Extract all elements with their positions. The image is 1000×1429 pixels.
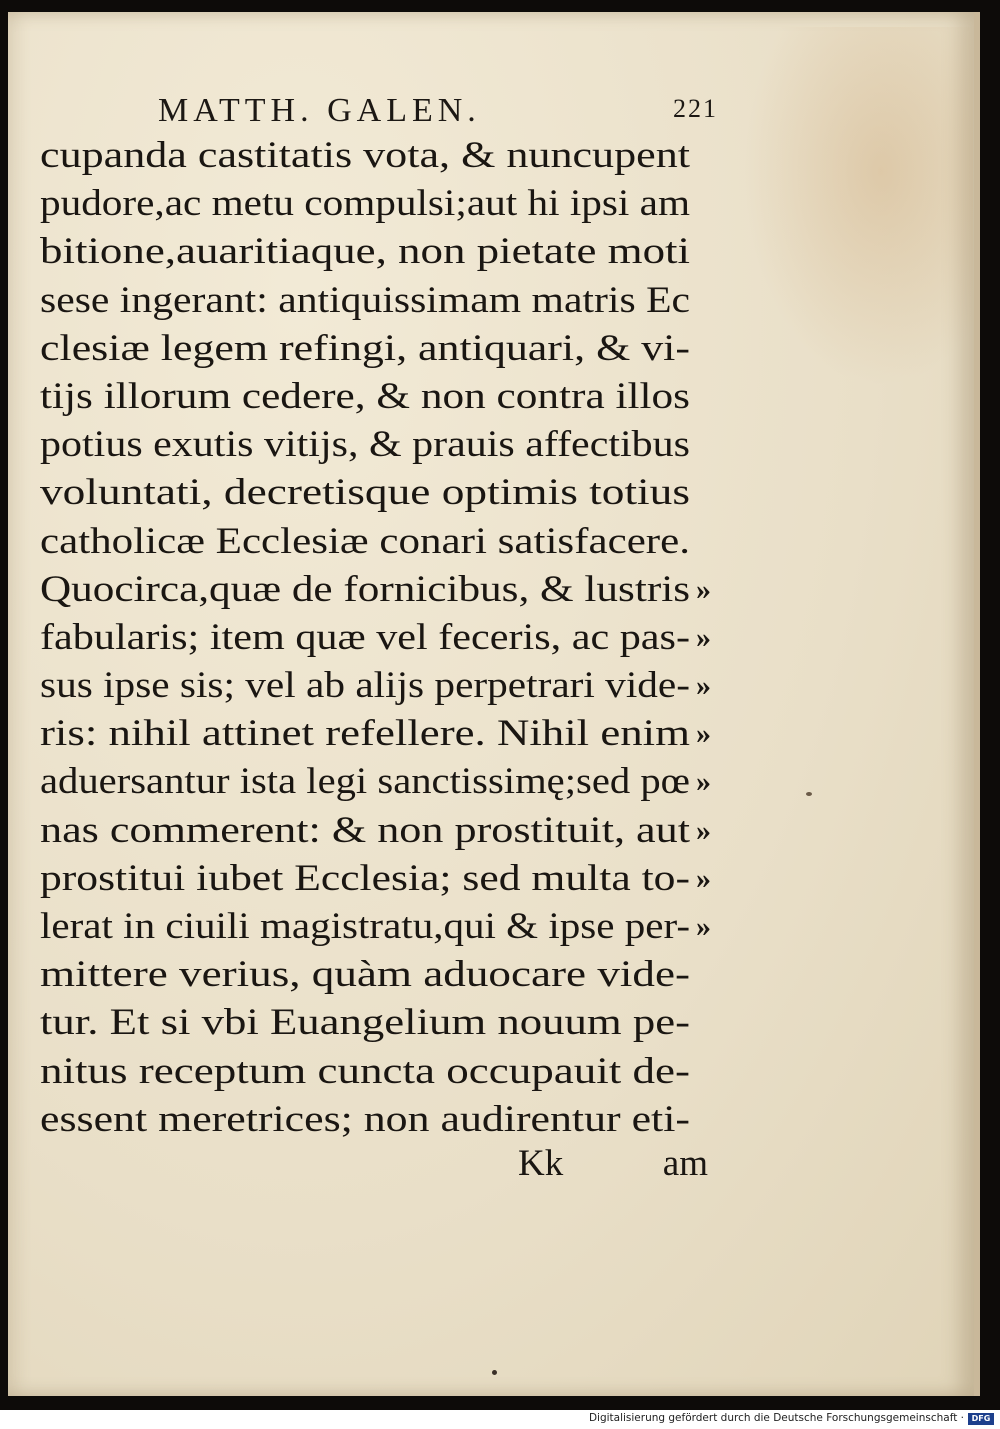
line-text: nas commerent: & non prostituit, aut <box>40 809 690 851</box>
line-text: Quocirca,quæ de fornicibus, & lustris <box>40 568 690 610</box>
running-title: MATTH. GALEN. <box>158 92 481 129</box>
text-line <box>40 180 740 228</box>
text-line <box>40 132 740 180</box>
text-line <box>40 373 740 421</box>
line-text: pudore,ac metu compulsi;aut hi ipsi am <box>40 183 691 225</box>
text-line <box>40 951 740 999</box>
line-text: voluntati, decretisque optimis totius <box>40 472 690 514</box>
catchword: am <box>662 1143 708 1184</box>
quotation-marker: » <box>696 813 710 847</box>
line-text: tijs illorum cedere, & non contra illos <box>40 375 690 417</box>
text-line <box>40 855 740 903</box>
line-text: mittere verius, quàm aduocare vide- <box>40 954 690 996</box>
text-line <box>40 325 740 373</box>
ink-speck <box>806 792 812 796</box>
line-text: fabularis; item quæ vel feceris, ac pas- <box>40 616 690 658</box>
line-text: sus ipse sis; vel ab alijs perpetrari vide- <box>40 665 690 707</box>
quotation-marker: » <box>696 765 710 799</box>
line-text: catholicæ Ecclesiæ conari satisfacere. <box>40 520 690 562</box>
signature-mark: Kk <box>518 1143 564 1184</box>
running-head <box>158 92 718 136</box>
text-line <box>40 999 740 1047</box>
text-line <box>40 469 740 517</box>
line-text: essent meretrices; non audirentur eti- <box>40 1098 690 1140</box>
line-text: cupanda castitatis vota, & nuncupent <box>40 135 690 176</box>
text-line <box>40 518 740 566</box>
text-line <box>40 421 740 469</box>
line-text: ris: nihil attinet refellere. Nihil enim <box>40 713 690 755</box>
line-text: aduersantur ista legi sanctissimę;sed pœ <box>40 761 690 803</box>
text-line <box>40 277 740 325</box>
paper-stain <box>743 27 973 387</box>
text-line <box>40 566 740 614</box>
text-line <box>40 758 740 806</box>
line-text: sese ingerant: antiquissimam matris Ec <box>40 279 690 321</box>
quotation-marker: » <box>696 717 710 751</box>
quotation-marker: » <box>696 910 710 943</box>
quotation-marker: » <box>696 669 710 703</box>
line-text: clesiæ legem refingi, antiquari, & vi- <box>40 327 690 369</box>
line-text: bitione,auaritiaque, non pietate moti <box>40 231 690 273</box>
text-line <box>40 662 740 710</box>
dfg-logo[interactable]: DFG <box>968 1413 994 1425</box>
ink-speck-bottom <box>492 1370 497 1375</box>
quotation-marker: » <box>696 861 710 895</box>
quotation-marker: » <box>696 572 710 606</box>
body-text <box>40 132 740 1144</box>
line-text: prostitui iubet Ecclesia; sed multa to- <box>40 857 690 899</box>
text-line <box>40 807 740 855</box>
line-text: nitus receptum cuncta occupauit de- <box>40 1050 690 1092</box>
footer-bar <box>0 1410 1000 1429</box>
text-line <box>40 710 740 758</box>
line-text: lerat in ciuili magistratu,qui & ipse per- <box>40 906 690 947</box>
line-text: tur. Et si vbi Euangelium nouum pe- <box>40 1002 690 1044</box>
text-line <box>40 1048 740 1096</box>
catch-line <box>518 1142 708 1188</box>
footer-credit: Digitalisierung gefördert durch die Deutsche Forschungsgemeinschaft · <box>588 1412 964 1424</box>
folio-number: 221 <box>673 94 718 123</box>
text-line <box>40 1096 740 1144</box>
text-line <box>40 903 740 951</box>
line-text: potius exutis vitijs, & prauis affectibus <box>40 424 690 466</box>
quotation-marker: » <box>696 620 710 654</box>
text-line <box>40 614 740 662</box>
text-line <box>40 228 740 276</box>
